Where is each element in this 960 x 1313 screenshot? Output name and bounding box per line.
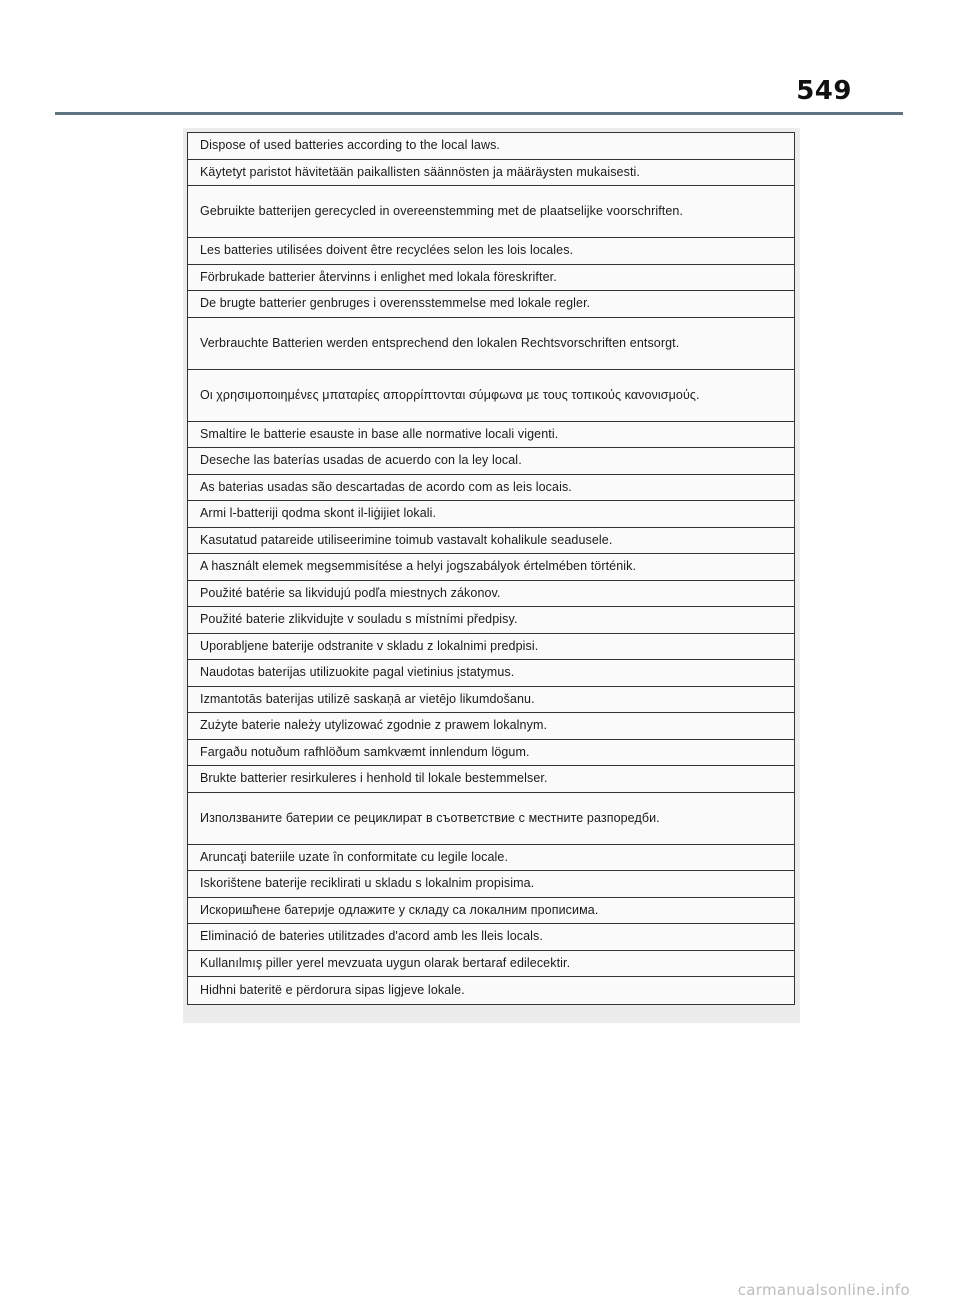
table-row: Käytetyt paristot hävitetään paikallisten säännösten ja määräysten mukaisesti. (188, 160, 794, 187)
table-row: Aruncaţi bateriile uzate în conformitate cu legile locale. (188, 845, 794, 872)
table-row: Deseche las baterías usadas de acuerdo con la ley local. (188, 448, 794, 475)
table-row: Armi l-batteriji qodma skont il-liġijiet lokali. (188, 501, 794, 528)
page-number: 549 (796, 76, 852, 106)
table-row: Искоришћене батерије одлажите у складу са локалним прописима. (188, 898, 794, 925)
table-row: Uporabljene baterije odstranite v skladu z lokalnimi predpisi. (188, 634, 794, 661)
table-row: Förbrukade batterier återvinns i enlighet med lokala föreskrifter. (188, 265, 794, 292)
header-rule (55, 112, 903, 115)
watermark: carmanualsonline.info (737, 1281, 910, 1299)
scanned-notice-image (183, 128, 800, 1023)
table-row: Hidhni bateritë e përdorura sipas ligjeve lokale. (200, 982, 465, 997)
battery-disposal-table (187, 132, 795, 1005)
table-row: Eliminació de bateries utilitzades d'acord amb les lleis locals. (188, 924, 794, 951)
table-row: Οι χρησιμοποιημένες μπαταρίες απορρίπτονται σύμφωνα με τους τοπικούς κανονισμούς. (188, 370, 794, 422)
table-row: Kasutatud patareide utiliseerimine toimub vastavalt kohalikule seadusele. (188, 528, 794, 555)
table-row: Smaltire le batterie esauste in base alle normative locali vigenti. (188, 422, 794, 449)
table-row: A használt elemek megsemmisítése a helyi jogszabályok értelmében történik. (188, 554, 794, 581)
table-row: Les batteries utilisées doivent être recyclées selon les lois locales. (188, 238, 794, 265)
table-row: Kullanılmış piller yerel mevzuata uygun olarak bertaraf edilecektir. (188, 951, 794, 978)
table-row: Izmantotās baterijas utilizē saskaņā ar vietējo likumdošanu. (188, 687, 794, 714)
table-row: As baterias usadas são descartadas de acordo com as leis locais. (188, 475, 794, 502)
table-row: De brugte batterier genbruges i overensstemmelse med lokale regler. (188, 291, 794, 318)
table-row: Použité baterie zlikvidujte v souladu s místními předpisy. (188, 607, 794, 634)
table-row: Použité batérie sa likvidujú podľa miestnych zákonov. (188, 581, 794, 608)
table-row: Naudotas baterijas utilizuokite pagal vietinius įstatymus. (188, 660, 794, 687)
table-row: Dispose of used batteries according to the local laws. (188, 133, 794, 160)
table-row: Verbrauchte Batterien werden entsprechend den lokalen Rechtsvorschriften entsorgt. (188, 318, 794, 370)
table-row: Iskorištene baterije reciklirati u skladu s lokalnim propisima. (188, 871, 794, 898)
table-row: Brukte batterier resirkuleres i henhold til lokale bestemmelser. (188, 766, 794, 793)
table-row: Gebruikte batterijen gerecycled in overeenstemming met de plaatselijke voorschriften. (188, 186, 794, 238)
table-row: Zużyte baterie należy utylizować zgodnie z prawem lokalnym. (188, 713, 794, 740)
table-row: Използваните батерии се рециклират в съответствие с местните разпоредби. (188, 793, 794, 845)
table-row: Fargaðu notuðum rafhlöðum samkvæmt innlendum lögum. (188, 740, 794, 767)
